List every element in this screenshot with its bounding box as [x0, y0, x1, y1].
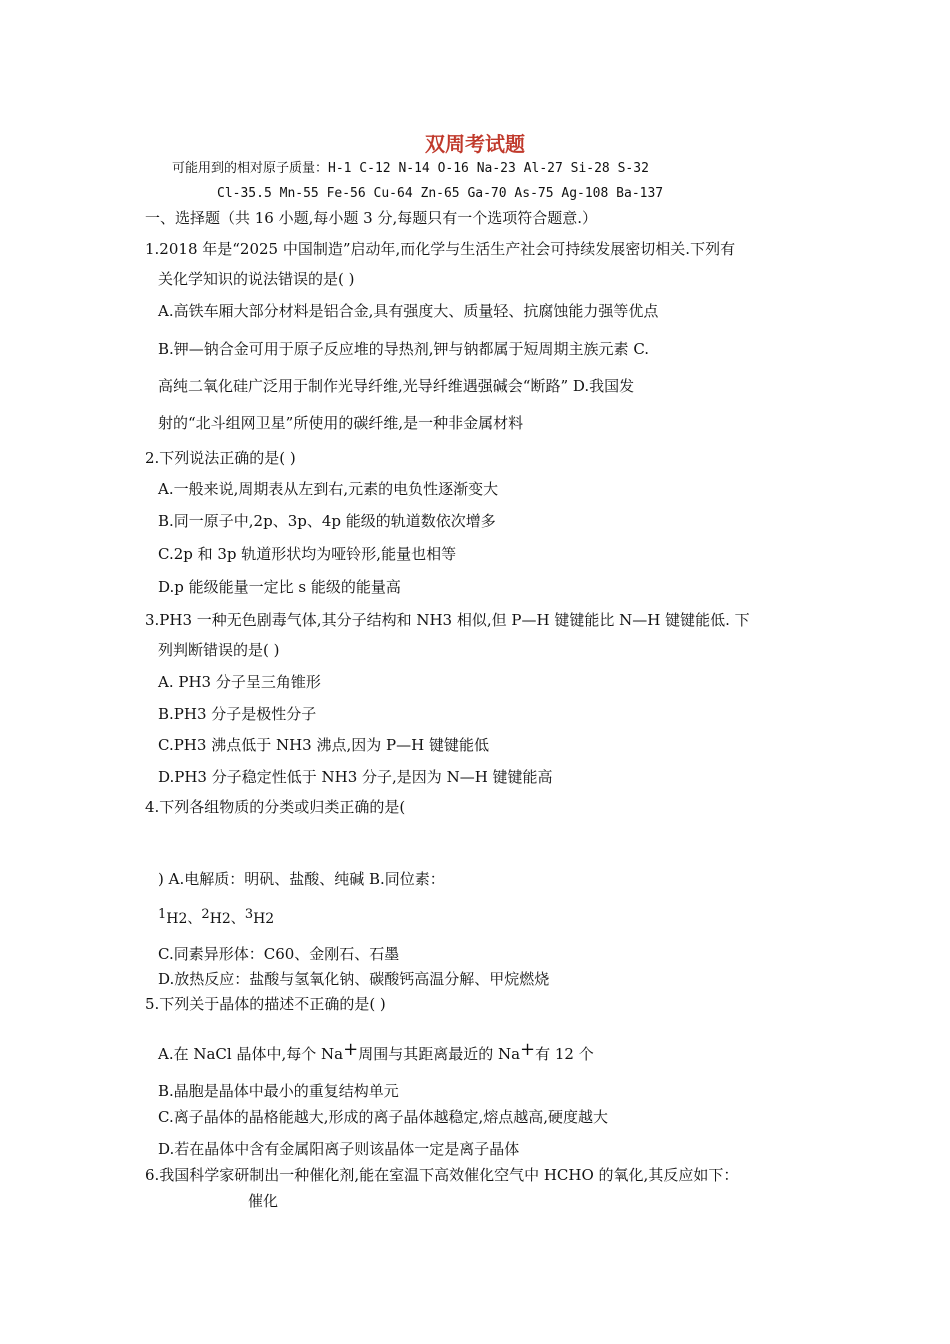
page-title: 双周考试题	[425, 132, 525, 156]
question-3-option-d: D.PH3 分子稳定性低于 NH3 分子,是因为 N—H 键键能高	[158, 768, 553, 786]
question-1-stem-cont: 关化学知识的说法错误的是( )	[158, 270, 355, 288]
section-heading: 一、选择题（共 16 小题,每小题 3 分,每题只有一个选项符合题意.）	[145, 209, 598, 227]
question-4-option-c: C.同素异形体：C60、金刚石、石墨	[158, 945, 400, 963]
option-a-text-2: 周围与其距离最近的 Na	[358, 1045, 521, 1063]
question-5-stem: 5.下列关于晶体的描述不正确的是( )	[145, 995, 386, 1013]
isotope-2-mass: 2	[201, 907, 210, 922]
question-1-option-d: 射的“北斗组网卫星”所使用的碳纤维,是一种非金属材料	[158, 414, 524, 432]
isotope-2-formula: H2、	[209, 911, 245, 927]
question-1-option-c: 高纯二氧化硅广泛用于制作光导纤维,光导纤维遇强碱会“断路” D.我国发	[158, 377, 635, 395]
question-3-option-b: B.PH3 分子是极性分子	[158, 705, 317, 723]
question-1-option-b: B.钾—钠合金可用于原子反应堆的导热剂,钾与钠都属于短周期主族元素 C.	[158, 340, 650, 358]
isotope-1-formula: H2、	[166, 911, 202, 927]
question-3-stem-cont: 列判断错误的是( )	[158, 641, 280, 659]
isotope-3-mass: 3	[244, 907, 254, 922]
question-3-option-c: C.PH3 沸点低于 NH3 沸点,因为 P—H 键键能低	[158, 736, 489, 754]
question-4-option-d: D.放热反应：盐酸与氢氧化钠、碳酸钙高温分解、甲烷燃烧	[158, 970, 550, 988]
catalyst-label: 催化	[248, 1192, 279, 1210]
question-1-option-a: A.高铁车厢大部分材料是铝合金,具有强度大、质量轻、抗腐蚀能力强等优点	[158, 302, 659, 320]
question-2-option-a: A.一般来说,周期表从左到右,元素的电负性逐渐变大	[158, 480, 499, 498]
question-4-stem: 4.下列各组物质的分类或归类正确的是(	[145, 798, 406, 816]
question-3-stem: 3.PH3 一种无色剧毒气体,其分子结构和 NH3 相似,但 P—H 键键能比 N—H 键键能低. 下	[145, 611, 750, 629]
question-5-option-d: D.若在晶体中含有金属阳离子则该晶体一定是离子晶体	[158, 1140, 520, 1158]
isotope-1-mass: 1	[158, 907, 167, 922]
option-a-text-3: 有 12 个	[535, 1045, 594, 1063]
question-2-option-d: D.p 能级能量一定比 s 能级的能量高	[158, 578, 401, 596]
question-2-option-c: C.2p 和 3p 轨道形状均为哑铃形,能量也相等	[158, 545, 457, 563]
atomic-mass-line1: 可能用到的相对原子质量：H-1 C-12 N-14 O-16 Na-23 Al-27 Si-28 S-32	[172, 161, 649, 176]
question-5-option-b: B.晶胞是晶体中最小的重复结构单元	[158, 1082, 399, 1100]
question-5-option-c: C.离子晶体的晶格能越大,形成的离子晶体越稳定,熔点越高,硬度越大	[158, 1108, 609, 1126]
plus-charge-2: +	[520, 1039, 536, 1060]
question-1-stem: 1.2018 年是“2025 中国制造”启动年,而化学与生活生产社会可持续发展密切相关.下列有	[145, 240, 736, 258]
question-4-options-ab: ) A.电解质：明矾、盐酸、纯碱 B.同位素：	[158, 870, 445, 888]
question-2-stem: 2.下列说法正确的是( )	[145, 449, 296, 467]
question-3-option-a: A. PH3 分子呈三角锥形	[158, 673, 321, 691]
question-2-option-b: B.同一原子中,2p、3p、4p 能级的轨道数依次增多	[158, 512, 496, 530]
question-4-isotopes	[158, 905, 274, 929]
plus-charge-1: +	[343, 1039, 359, 1060]
question-5-option-a	[158, 1040, 594, 1064]
option-a-text-1: A.在 NaCl 晶体中,每个 Na	[158, 1045, 344, 1063]
question-6-stem: 6.我国科学家研制出一种催化剂,能在室温下高效催化空气中 HCHO 的氧化,其反应如下：	[145, 1166, 739, 1184]
isotope-3-formula: H2	[253, 911, 275, 927]
atomic-mass-line2: Cl-35.5 Mn-55 Fe-56 Cu-64 Zn-65 Ga-70 As-75 Ag-108 Ba-137	[217, 186, 664, 201]
